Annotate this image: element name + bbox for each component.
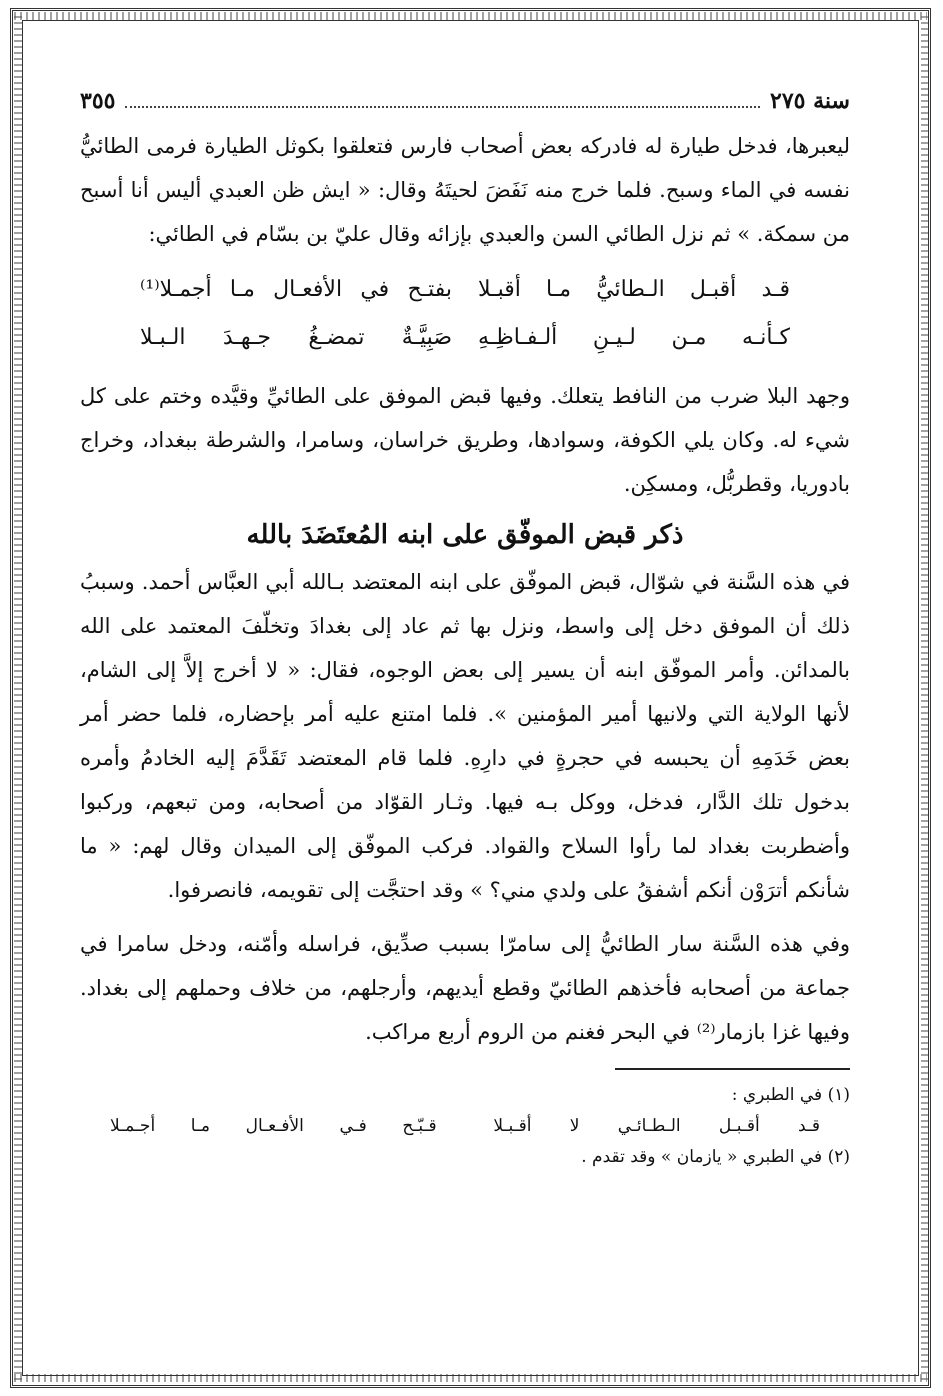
running-header: [80, 88, 850, 124]
poem-line: [140, 314, 790, 362]
paragraph: في هذه السَّنة في شوّال، قبض الموفّق على ابنه المعتضد بـالله أبي العبَّاس أحمد. وسببُ ذلك أن الموفق دخل إلى واسط، ونزل بها ثم عاد إلى بغدادَ وتخلّفَ المعتمد على الله بالمدائن. وأمر الموفّق ابنه أن يسير إلى بعض الوجوه، فقال: « لا أخرج إلاَّ إلى الشام، لأنها الولاية التي ولانيها أمير المؤمنين ». فلما امتنع عليه أمر بإحضاره، فلما حضر أمر بعض خَدَمِهِ أن يحبسه في حجرةٍ في دارِهِ. فلما قام المعتضد تَقَدَّمَ إليه الخادمُ وأمره بدخول تلك الدَّار، فدخل، ووكل بـه فيها. وثـار القوّاد من أصحابه، ومن تبعهم، وركبوا وأضطربت بغداد لما رأوا السلاح والقواد. فركب الموفّق إلى الميدان وقال لهم: « ما شأنكم أترَوْن أنكم أشفقُ على ولدي مني؟ » وقد احتجَّت إلى تقويمه، فانصرفوا.: [80, 570, 850, 902]
footnote-divider: [615, 1068, 850, 1070]
paragraph: وفي هذه السَّنة سار الطائيُّ إلى سامرّا بسبب صدِّيق، فراسله وأمّنه، ودخل سامرا في جماعة من أصحابه فأخذهم الطائيّ وقطع أيديهم، وأرجلهم، من خلاف وحملهم إلى بغداد. وفيها غزا بازمار⁽²⁾ في البحر فغنم من الروم أربع مراكب.: [80, 932, 850, 1044]
poem-hemistich-left: بفتـح في الأفعـال مـا أجمـلا⁽¹⁾: [140, 277, 452, 302]
header-year: سنة ٢٧٥: [770, 88, 850, 114]
page-body: [80, 88, 850, 1318]
section-title: ذكر قبض الموفّق على ابنه المُعتَضَدَ بالله: [246, 520, 684, 550]
paragraph: وجهد البلا ضرب من النافط يتعلك. وفيها قبض الموفق على الطائيِّ وقيَّده وختم على كل شيء له. وكان يلي الكوفة، وسوادها، وطريق خراسان، وسامرا، والشرطة ببغداد، وخراج بادوريا، وقطربُّل، ومسكِن.: [80, 384, 850, 496]
page-number: ٣٥٥: [80, 88, 116, 114]
poem-hemistich-right: كـأنـه مـن لـيـنِ ألـفـاظِـهِ: [478, 325, 790, 350]
footnote-2: (٢) في الطبري « يازمان » وقد تقدم .: [581, 1147, 850, 1167]
poem-hemistich-left: صَبِيَّـةٌ تمضـغُ جـهـدَ الـبـلا: [140, 325, 452, 350]
poem: [140, 266, 790, 362]
footnote-poem-right: قـد أقـبـل الـطـائـي لا أقـبـلا: [493, 1116, 820, 1136]
footnote-poem-left: قـبّـح فـي الأفـعـال مـا أجـمـلا: [110, 1116, 437, 1136]
poem-line: [140, 266, 790, 314]
paragraph: ليعبرها، فدخل طيارة له فادركه بعض أصحاب فارس فتعلقوا بكوثل الطيارة فرمى الطائيُّ نفسه في الماء وسبح. فلما خرج منه نَفَضَ لحيتَهُ وقال: « ايش ظن العبدي أليس أنا أسبح من سمكة. » ثم نزل الطائي السن والعبدي بإزائه وقال عليّ بن بسّام في الطائي:: [80, 134, 850, 246]
header-dotted-leader: [125, 94, 760, 108]
poem-hemistich-right: قـد أقبـل الـطائيُّ مـا أقبـلا: [478, 277, 790, 302]
footnote-1-poem: [110, 1110, 820, 1142]
footnote-1-label: (١) في الطبري :: [731, 1085, 850, 1105]
